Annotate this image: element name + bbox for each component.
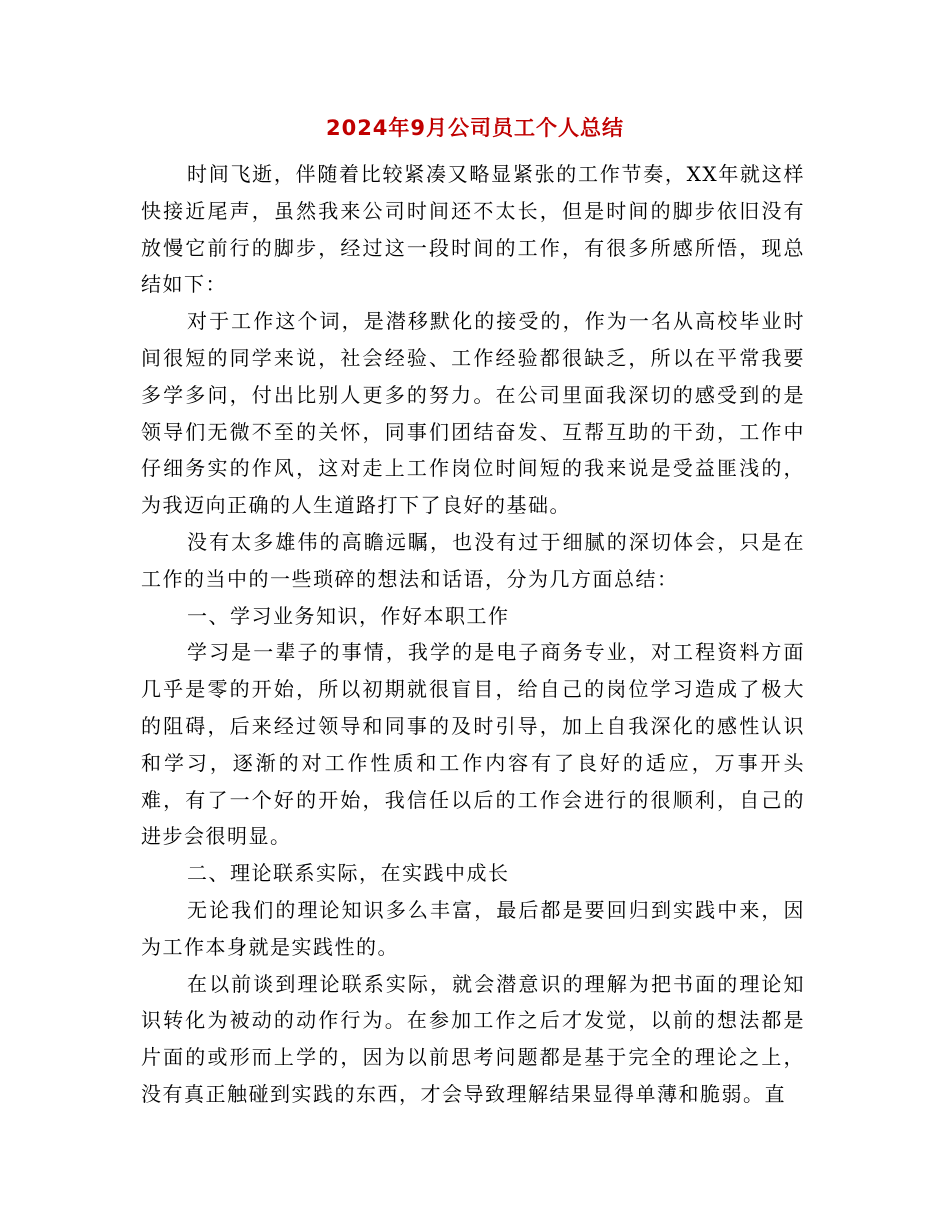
paragraph: 在以前谈到理论联系实际，就会潜意识的理解为把书面的理论知识转化为被动的动作行为。在参加工作之后才发觉，以前的想法都是片面的或形而上学的，因为以前思考问题都是基于完全的理论之上，没有真正触碰到实践的东西，才会导致理解结果显得单薄和脆弱。直 — [141, 971, 805, 1106]
paragraph: 时间飞逝，伴随着比较紧凑又略显紧张的工作节奏，XX年就这样快接近尾声，虽然我来公司时间还不太长，但是时间的脚步依旧没有放慢它前行的脚步，经过这一段时间的工作，有很多所感所悟，现总结如下： — [141, 162, 805, 297]
paragraph: 学习是一辈子的事情，我学的是电子商务专业，对工程资料方面几乎是零的开始，所以初期就很盲目，给自己的岗位学习造成了极大的阻碍，后来经过领导和同事的及时引导，加上自我深化的感性认识和学习，逐渐的对工作性质和工作内容有了良好的适应，万事开头难，有了一个好的开始，我信任以后的工作会进行的很顺利，自己的进步会很明显。 — [141, 640, 805, 849]
paragraph: 没有太多雄伟的高瞻远瞩，也没有过于细腻的深切体会，只是在工作的当中的一些琐碎的想法和话语，分为几方面总结： — [141, 529, 805, 591]
document-body — [141, 156, 805, 1113]
paragraph: 对于工作这个词，是潜移默化的接受的，作为一名从高校毕业时间很短的同学来说，社会经验、工作经验都很缺乏，所以在平常我要多学多问，付出比别人更多的努力。在公司里面我深切的感受到的是领导们无微不至的关怀，同事们团结奋发、互帮互助的干劲，工作中仔细务实的作风，这对走上工作岗位时间短的我来说是受益匪浅的，为我迈向正确的人生道路打下了良好的基础。 — [141, 309, 805, 518]
section-heading: 二、理论联系实际，在实践中成长 — [187, 861, 510, 886]
paragraph: 无论我们的理论知识多么丰富，最后都是要回归到实践中来，因为工作本身就是实践性的。 — [141, 897, 805, 959]
section-heading: 一、学习业务知识，作好本职工作 — [187, 603, 510, 628]
document-title: 2024年9月公司员工个人总结 — [325, 116, 625, 140]
